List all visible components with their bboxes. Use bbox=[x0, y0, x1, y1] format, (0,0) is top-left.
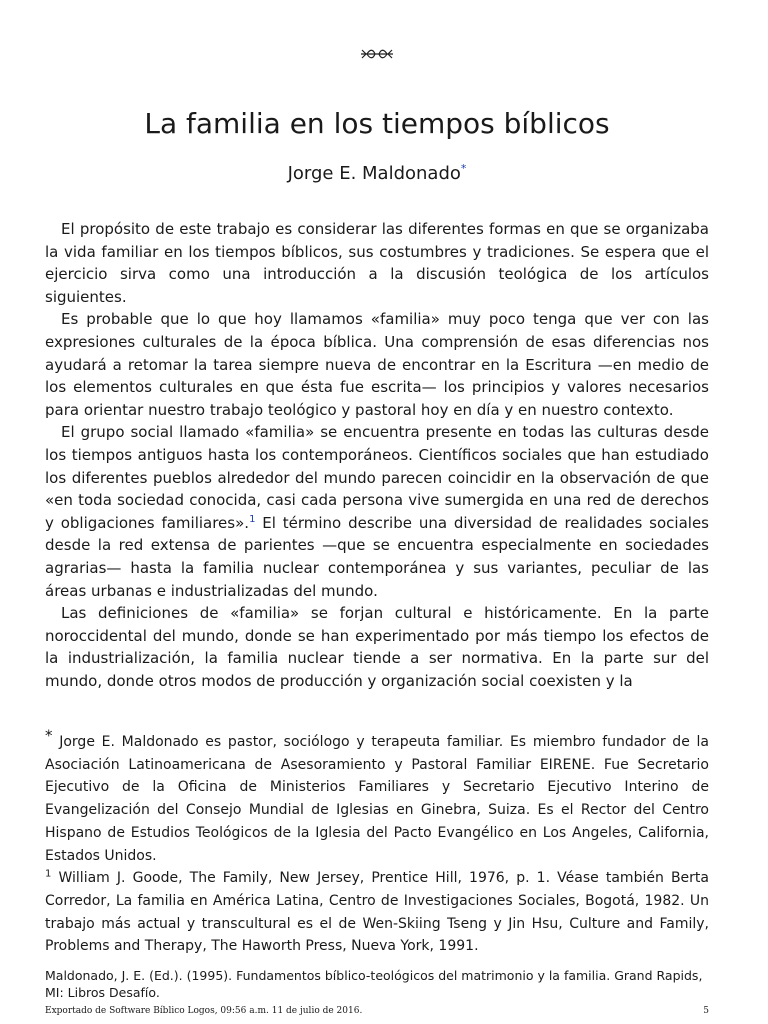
paragraph-1: El propósito de este trabajo es considerar las diferentes formas en que se organizaba la vida familiar en los tiempos bíblicos, sus costumbres y tradiciones. Se espera que el ejercicio sirva como una introducción a la discusión teológica de los artículos siguientes. bbox=[45, 220, 709, 306]
export-note: Exportado de Software Bíblico Logos, 09:56 a.m. 11 de julio de 2016. bbox=[45, 1006, 363, 1016]
footnotes bbox=[45, 726, 709, 958]
paragraph-2: Es probable que lo que hoy llamamos «familia» muy poco tenga que ver con las expresiones culturales de la época bíblica. Una comprensión de esas diferencias nos ayudará a retomar la tarea siempre nueva de encontrar en la Escritura —en medio de los elementos culturales en que ésta fue escrita— los principios y valores necesarios para orientar nuestro trabajo teológico y pastoral hoy en día y en nuestro contexto. bbox=[45, 310, 709, 419]
footnote-star-mark: * bbox=[45, 726, 53, 745]
page-number: 5 bbox=[703, 1006, 709, 1016]
paragraph-3 bbox=[45, 421, 709, 602]
footnote-ref-1[interactable]: 1 bbox=[249, 513, 256, 525]
source-citation: Maldonado, J. E. (Ed.). (1995). Fundamentos bíblico-teológicos del matrimonio y la familia. Grand Rapids, MI: Libros Desafío. bbox=[45, 968, 703, 1000]
paragraph-3-part-a: El grupo social llamado «familia» se encuentra presente en todas las culturas desde los tiempos antiguos hasta los contemporáneos. Científicos sociales que han estudiado los diferentes pueblos alrededor del mundo parecen coincidir en la observación de que «en toda sociedad conocida, casi cada persona vive sumergida en una red de derechos y obligaciones familiares». bbox=[45, 423, 709, 532]
document-title: La familia en los tiempos bíblicos bbox=[144, 107, 610, 140]
author-line bbox=[45, 156, 709, 187]
footnote-1-mark: 1 bbox=[45, 868, 52, 880]
footnote-1-text: William J. Goode, The Family, New Jersey, Prentice Hill, 1976, p. 1. Véase también Berta Corredor, La familia en América Latina, Centro de Investigaciones Sociales, Bogotá, 1982. Un trabajo más actual y transcultural es el de Wen-Skiing Tseng y Jin Hsu, Culture and Family, Problems and Therapy, The Haworth Press, Nueva York, 1991. bbox=[45, 870, 709, 955]
author-name: Jorge E. Maldonado bbox=[287, 163, 461, 184]
document-page bbox=[45, 0, 709, 1024]
footnote-1 bbox=[45, 867, 709, 958]
paragraph-3-part-b: El término describe una diversidad de realidades sociales desde la red extensa de parientes —que se encuentra especialmente en sociedades agrarias— hasta la familia nuclear contemporánea y sus variantes, peculiar de las áreas urbanas e industrializadas del mundo. bbox=[45, 513, 709, 600]
footnote-star-text: Jorge E. Maldonado es pastor, sociólogo y terapeuta familiar. Es miembro fundador de la Asociación Latinoamericana de Asesoramiento y Pastoral Familiar EIRENE. Fue Secretario Ejecutivo de la Oficina de Ministerios Familiares y Secretario Ejecutivo Interino de Evangelización del Consejo Mundial de Iglesias en Ginebra, Suiza. Es el Rector del Centro Hispano de Estudios Teológicos de la Iglesia del Pacto Evangélico en Los Angeles, California, Estados Unidos. bbox=[45, 734, 709, 864]
footnote-star bbox=[45, 726, 709, 867]
author-footnote-ref[interactable]: * bbox=[460, 162, 467, 175]
fleuron-icon bbox=[45, 46, 709, 65]
body-text bbox=[45, 218, 709, 692]
paragraph-4: Las definiciones de «familia» se forjan cultural e históricamente. En la parte noroccidental del mundo, donde se han experimentado por más tiempo los efectos de la industrialización, la familia nuclear tiende a ser normativa. En la parte sur del mundo, donde otros modos de producción y organización social coexisten y la bbox=[45, 604, 709, 690]
